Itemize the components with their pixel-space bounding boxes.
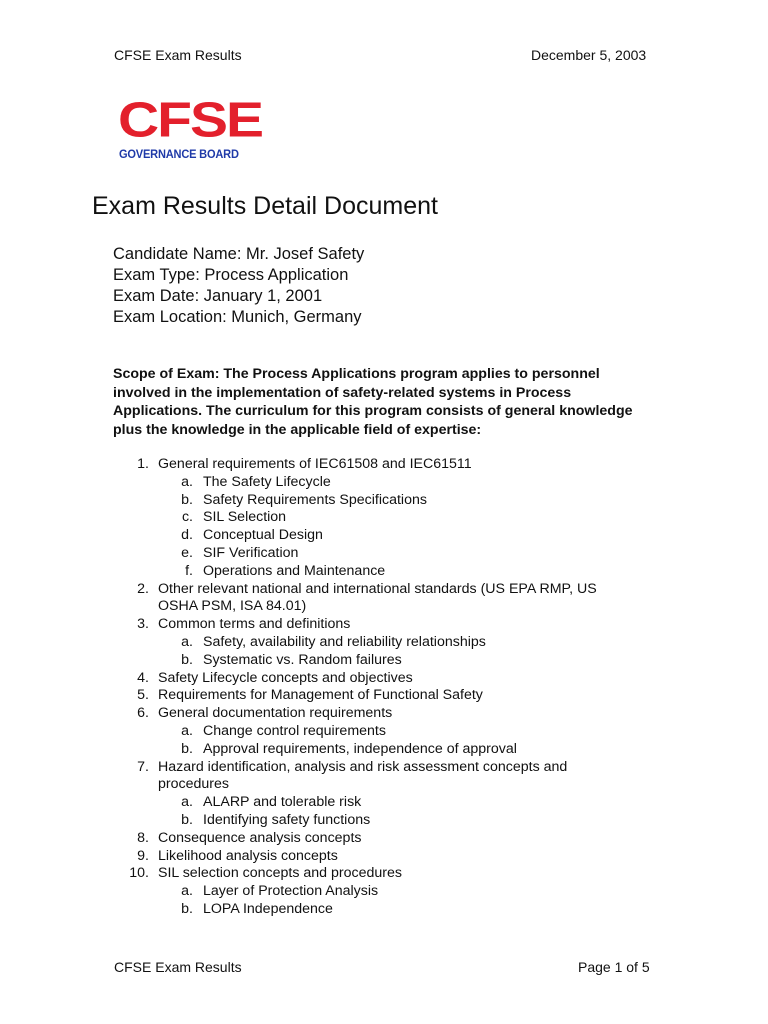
sub-list-item: [0, 723, 768, 741]
list-item-number: 8.: [137, 829, 149, 846]
sub-list-item: [0, 545, 768, 563]
sub-list-item: [0, 883, 768, 901]
list-item-continued: [0, 776, 768, 794]
list-item: [0, 581, 768, 599]
list-item-text: Common terms and definitions: [158, 616, 351, 633]
sub-item-text: Approval requirements, independence of approval: [203, 740, 517, 757]
list-item-continuation: procedures: [158, 776, 229, 793]
sub-item-letter: c.: [181, 509, 193, 526]
sub-item-letter: a.: [181, 794, 193, 811]
list-item-number: 3.: [137, 616, 149, 633]
sub-item-text: Systematic vs. Random failures: [203, 651, 402, 668]
sub-item-letter: a.: [181, 883, 193, 900]
header-left: CFSE Exam Results: [114, 47, 242, 63]
candidate-name: Candidate Name: Mr. Josef Safety: [113, 245, 365, 263]
sub-item-text: SIF Verification: [203, 545, 299, 561]
list-item-number: 4.: [137, 669, 149, 686]
exam-date: Exam Date: January 1, 2001: [113, 287, 323, 305]
sub-list-item: [0, 474, 768, 492]
list-item-continued: [0, 598, 768, 616]
page-number: Page 1 of 5: [578, 959, 650, 975]
sub-list-item: [0, 634, 768, 652]
sub-item-text: Layer of Protection Analysis: [203, 883, 379, 900]
list-item: [0, 865, 768, 883]
list-item-text: General documentation requirements: [158, 705, 393, 722]
sub-item-text: LOPA Independence: [203, 901, 333, 917]
list-item-text: Hazard identification, analysis and risk assessment concepts and: [158, 758, 568, 775]
list-item: [0, 830, 768, 848]
sub-item-text: Conceptual Design: [203, 527, 323, 544]
list-item-number: 2.: [137, 580, 149, 597]
list-item-text: Likelihood analysis concepts: [158, 847, 338, 864]
list-item-number: 1.: [137, 456, 149, 472]
list-item-text: Consequence analysis concepts: [158, 829, 362, 846]
list-item-number: 6.: [137, 705, 149, 722]
sub-item-text: SIL Selection: [203, 509, 287, 526]
cfse-logo: CFSE: [118, 92, 263, 148]
sub-list-item: [0, 794, 768, 812]
sub-item-text: The Safety Lifecycle: [203, 473, 331, 490]
sub-item-letter: a.: [181, 473, 193, 490]
sub-item-letter: b.: [181, 491, 193, 508]
list-item: [0, 456, 768, 474]
page-title: Exam Results Detail Document: [92, 192, 438, 220]
sub-list-item: [0, 652, 768, 670]
sub-list-item: [0, 527, 768, 545]
list-item: [0, 670, 768, 688]
sub-list-item: [0, 901, 768, 919]
sub-item-text: Change control requirements: [203, 723, 386, 739]
list-item-text: General requirements of IEC61508 and IEC61511: [158, 456, 472, 472]
sub-item-text: Safety Requirements Specifications: [203, 491, 427, 508]
list-item-number: 9.: [137, 847, 149, 864]
sub-item-letter: b.: [181, 740, 193, 757]
sub-item-letter: a.: [181, 634, 193, 650]
sub-list-item: [0, 563, 768, 581]
logo-subtitle: GOVERNANCE BOARD: [119, 147, 239, 161]
sub-item-letter: b.: [181, 901, 193, 917]
sub-list-item: [0, 509, 768, 527]
list-item-number: 10.: [129, 865, 149, 882]
list-item: [0, 616, 768, 634]
sub-item-letter: b.: [181, 651, 193, 668]
scope-paragraph: Scope of Exam: The Process Applications program applies to personnel involved in the implementation of safety-related systems in Process Applications. The curriculum for this program consists of general knowledge plus the knowledge in the applicable field of expertise:: [113, 366, 633, 438]
sub-list-item: [0, 741, 768, 759]
list-item-continuation: OSHA PSM, ISA 84.01): [158, 598, 307, 615]
list-item: [0, 687, 768, 705]
list-item: [0, 759, 768, 777]
sub-item-text: Identifying safety functions: [203, 812, 371, 828]
sub-item-text: Safety, availability and reliability relationships: [203, 634, 486, 650]
list-item: [0, 705, 768, 723]
sub-item-text: Operations and Maintenance: [203, 562, 386, 579]
list-item-text: Requirements for Management of Functional Safety: [158, 687, 483, 704]
header-date: December 5, 2003: [531, 47, 647, 63]
sub-item-letter: f.: [185, 562, 193, 579]
list-item-text: Other relevant national and international standards (US EPA RMP, US: [158, 580, 597, 597]
sub-item-letter: b.: [181, 812, 193, 828]
list-item: [0, 848, 768, 866]
exam-location: Exam Location: Munich, Germany: [113, 308, 362, 326]
footer-left: CFSE Exam Results: [114, 959, 242, 975]
sub-item-letter: a.: [181, 723, 193, 739]
sub-list-item: [0, 812, 768, 830]
list-item-text: Safety Lifecycle concepts and objectives: [158, 669, 413, 686]
list-item-number: 5.: [137, 687, 149, 704]
list-item-number: 7.: [137, 758, 149, 775]
list-item-text: SIL selection concepts and procedures: [158, 865, 402, 882]
exam-type: Exam Type: Process Application: [113, 266, 349, 284]
sub-item-text: ALARP and tolerable risk: [203, 794, 362, 811]
sub-item-letter: e.: [181, 545, 193, 561]
sub-item-letter: d.: [181, 527, 193, 544]
sub-list-item: [0, 492, 768, 510]
